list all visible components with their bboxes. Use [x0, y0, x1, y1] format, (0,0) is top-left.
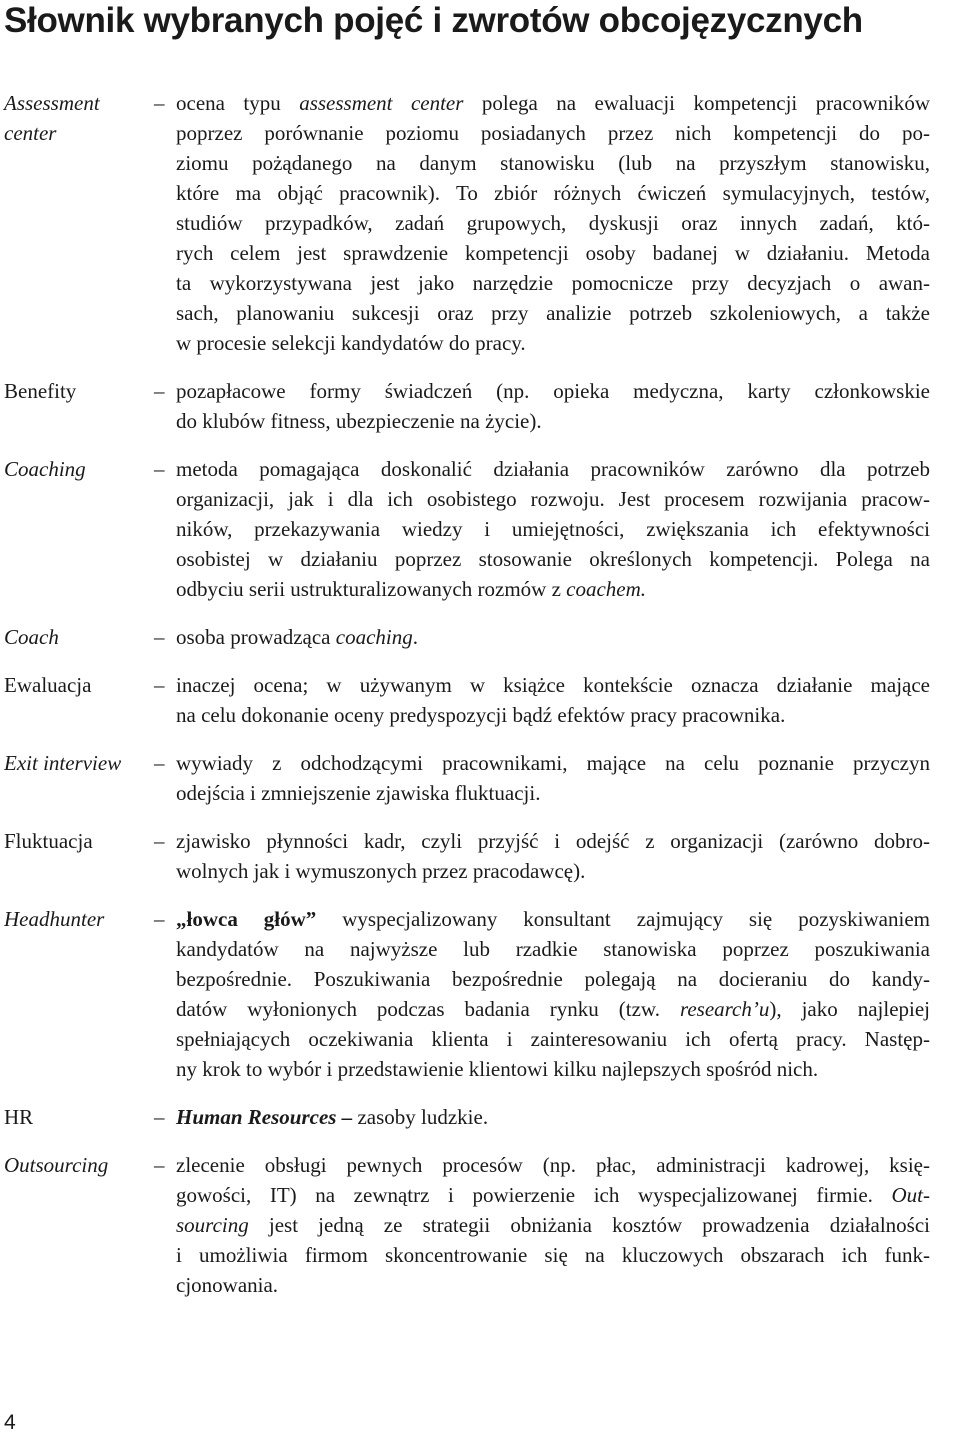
glossary-term: HR: [4, 1105, 34, 1129]
glossary-definition: [176, 454, 930, 604]
definition-line: zjawisko płynności kadr, czyli przyjść i odejść z organizacji (zarówno dobro-: [176, 829, 930, 853]
definition-line: [176, 904, 930, 934]
text-run: zasoby ludzkie.: [352, 1105, 489, 1129]
term-dash: –: [154, 457, 165, 481]
term-dash: –: [154, 379, 165, 403]
definition-line: [176, 622, 930, 652]
glossary-entry-ewaluacja: [0, 670, 960, 730]
definition-line: poprzez porównanie poziomu posiadanych przez nich kompetencji do po-: [176, 121, 930, 145]
definition-line: [176, 88, 930, 118]
italic-run: sourcing: [176, 1213, 249, 1237]
glossary-list: [0, 88, 960, 1300]
term-dash: –: [154, 829, 165, 853]
glossary-definition: [176, 1102, 930, 1132]
text-run: wyspecjalizowany konsultant zajmujący się pozyskiwaniem: [316, 907, 930, 931]
definition-line: ny krok to wybór i przedstawienie klientowi kilku najlepszych spośród nich.: [176, 1057, 819, 1081]
glossary-entry-outsourcing: [0, 1150, 960, 1300]
definition-line: studiów przypadków, zadań grupowych, dyskusji oraz innych zadań, któ-: [176, 211, 930, 235]
glossary-term: Ewaluacja: [4, 673, 92, 697]
glossary-term: Exit interview: [4, 751, 122, 775]
definition-line: na celu dokonanie oceny predyspozycji bądź efektów pracy pracownika.: [176, 703, 786, 727]
glossary-definition: [176, 88, 930, 358]
definition-line: cjonowania.: [176, 1273, 279, 1297]
glossary-entry-assessment-center: [0, 88, 960, 358]
text-run: .: [412, 625, 418, 649]
italic-run: coaching: [335, 625, 413, 649]
term-dash: –: [154, 1105, 165, 1129]
definition-line: ników, przekazywania wiedzy i umiejętności, zwiększania ich efektywności: [176, 517, 930, 541]
bold-italic-run: Human Resources –: [176, 1105, 353, 1129]
glossary-term: Outsourcing: [4, 1153, 109, 1177]
definition-line: wolnych jak i wymuszonych przez pracodawcę).: [176, 859, 586, 883]
italic-run: Out-: [891, 1183, 930, 1207]
glossary-term: Fluktuacja: [4, 829, 93, 853]
text-run: ), jako najlepiej: [769, 997, 930, 1021]
glossary-entry-coach: [0, 622, 960, 652]
definition-line: [176, 994, 930, 1024]
definition-line: [176, 574, 930, 604]
glossary-term: Benefity: [4, 379, 77, 403]
text-run: odbyciu serii ustrukturalizowanych rozmów z: [176, 577, 567, 601]
bold-run: „łowca głów”: [176, 907, 317, 931]
definition-line: wywiady z odchodzącymi pracownikami, mające na celu poznanie przyczyn: [176, 751, 930, 775]
glossary-entry-exit-interview: [0, 748, 960, 808]
italic-run: coachem.: [566, 577, 647, 601]
glossary-term: Headhunter: [4, 907, 105, 931]
definition-line: inaczej ocena; w używanym w książce kontekście oznacza działanie mające: [176, 673, 930, 697]
glossary-entry-fluktuacja: [0, 826, 960, 886]
definition-line: [176, 1102, 930, 1132]
term-dash: –: [154, 673, 165, 697]
definition-line: organizacji, jak i dla ich osobistego rozwoju. Jest procesem rozwijania pracow-: [176, 487, 930, 511]
glossary-entry-hr: [0, 1102, 960, 1132]
definition-line: sach, planowaniu sukcesji oraz przy analizie potrzeb szkoleniowych, a także: [176, 301, 930, 325]
text-run: osoba prowadząca: [176, 625, 336, 649]
glossary-entry-benefity: [0, 376, 960, 436]
definition-line: rych celem jest sprawdzenie kompetencji osoby badanej w działaniu. Metoda: [176, 241, 930, 265]
definition-line: do klubów fitness, ubezpieczenie na życie).: [176, 409, 542, 433]
definition-line: kandydatów na najwyższe lub rzadkie stanowiska poprzez poszukiwania: [176, 937, 930, 961]
glossary-term: Assessment center: [4, 91, 100, 145]
definition-line: zlecenie obsługi pewnych procesów (np. płac, administracji kadrowej, księ-: [176, 1153, 930, 1177]
term-dash: –: [154, 751, 165, 775]
italic-run: assessment center: [299, 91, 464, 115]
italic-run: research’u: [679, 997, 770, 1021]
text-run: datów wyłonionych podczas badania rynku (tzw.: [176, 997, 680, 1021]
text-run: polega na ewaluacji kompetencji pracowników: [463, 91, 930, 115]
glossary-definition: [176, 622, 930, 652]
definition-line: ta wykorzystywana jest jako narzędzie pomocnicze przy decyzjach o awan-: [176, 271, 930, 295]
term-dash: –: [154, 1153, 165, 1177]
glossary-definition: [176, 904, 930, 1084]
text-run: ocena typu: [176, 91, 300, 115]
glossary-term: Coaching: [4, 457, 86, 481]
term-dash: –: [154, 625, 165, 649]
term-dash: –: [154, 907, 165, 931]
glossary-term: Coach: [4, 625, 59, 649]
definition-line: bezpośrednie. Poszukiwania bezpośrednie polegają na docieraniu do kandy-: [176, 967, 930, 991]
glossary-definition: [176, 1150, 930, 1300]
definition-line: pozapłacowe formy świadczeń (np. opieka medyczna, karty członkowskie: [176, 379, 930, 403]
definition-line: [176, 1210, 930, 1240]
definition-line: i umożliwia firmom skoncentrowanie się na kluczowych obszarach ich funk-: [176, 1243, 930, 1267]
glossary-definition: [176, 670, 930, 730]
definition-line: [176, 1180, 930, 1210]
term-dash: –: [154, 91, 165, 115]
glossary-entry-headhunter: [0, 904, 960, 1084]
definition-line: które ma objąć pracownik). To zbiór różnych ćwiczeń symulacyjnych, testów,: [176, 181, 930, 205]
definition-line: w procesie selekcji kandydatów do pracy.: [176, 331, 526, 355]
glossary-definition: [176, 826, 930, 886]
definition-line: osobistej w działaniu poprzez stosowanie określonych kompetencji. Polega na: [176, 547, 930, 571]
glossary-definition: [176, 748, 930, 808]
definition-line: ziomu pożądanego na danym stanowisku (lub na przyszłym stanowisku,: [176, 151, 930, 175]
glossary-entry-coaching: [0, 454, 960, 604]
text-run: gowości, IT) na zewnątrz i powierzenie ich wyspecjalizowanej firmie.: [176, 1183, 892, 1207]
page-number: 4: [4, 1411, 16, 1434]
definition-line: odejścia i zmniejszenie zjawiska fluktuacji.: [176, 781, 541, 805]
page-title: Słownik wybranych pojęć i zwrotów obcojęzycznych: [4, 1, 863, 40]
definition-line: metoda pomagająca doskonalić działania pracowników zarówno dla potrzeb: [176, 457, 930, 481]
text-run: jest jedną ze strategii obniżania kosztów prowadzenia działalności: [248, 1213, 930, 1237]
glossary-definition: [176, 376, 930, 436]
definition-line: spełniających oczekiwania klienta i zainteresowaniu ich ofertą pracy. Następ-: [176, 1027, 930, 1051]
